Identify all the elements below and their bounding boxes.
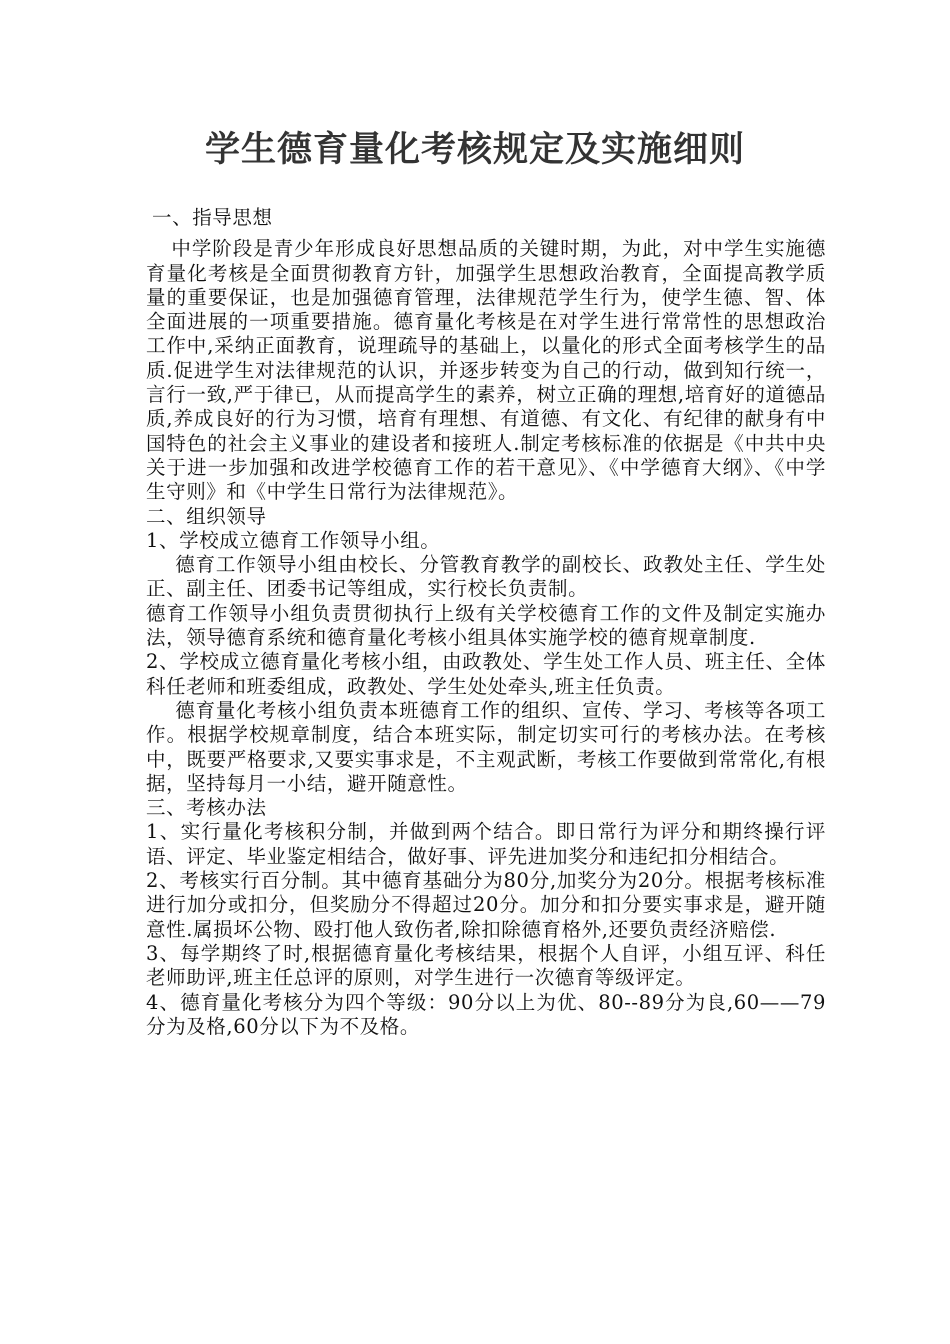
section-heading-assessment-method: 三、考核办法 [146, 796, 267, 820]
document-body [146, 206, 826, 1039]
paragraph-org-leadership-group: 德育工作领导小组由校长、分管教育教学的副校长、政教处主任、学生处正、副主任、团委书记等组成，实行校长负责制。 [146, 553, 826, 601]
paragraph-method-item-3: 3、每学期终了时,根据德育量化考核结果，根据个人自评，小组互评、科任老师助评,班主任总评的原则，对学生进行一次德育等级评定。 [146, 941, 826, 990]
document-title: 学生德育量化考核规定及实施细则 [204, 130, 745, 170]
paragraph-org-item-1: 1、学校成立德育工作领导小组。 [146, 528, 441, 552]
section-heading-guiding-thought: 一、指导思想 [152, 206, 273, 229]
paragraph-org-assessment-group: 德育量化考核小组负责本班德育工作的组织、宣传、学习、考核等各项工作。根据学校规章制度，结合本班实际，制定切实可行的考核办法。在考核中，既要严格要求,又要实事求是，不主观武断，考核工作要做到常常化,有根据，坚持每月一小结，避开随意性。 [146, 698, 826, 795]
paragraph-method-item-1: 1、实行量化考核积分制，并做到两个结合。即日常行为评分和期终操行评语、评定、毕业鉴定相结合，做好事、评先进加奖分和违纪扣分相结合。 [146, 820, 826, 868]
section-heading-organization: 二、组织领导 [146, 504, 267, 528]
paragraph-method-item-2: 2、考核实行百分制。其中德育基础分为80分,加奖分为20分。根据考核标准进行加分或扣分，但奖励分不得超过20分。加分和扣分要实事求是，避开随意性.属损坏公物、殴打他人致伤者,除扣除德育格外,还要负责经济赔偿. [146, 869, 826, 941]
paragraph-org-item-2: 2、学校成立德育量化考核小组，由政教处、学生处工作人员、班主任、全体科任老师和班委组成，政教处、学生处处牵头,班主任负责。 [146, 650, 826, 698]
paragraph-org-leadership-duty: 德育工作领导小组负责贯彻执行上级有关学校德育工作的文件及制定实施办法，领导德育系统和德育量化考核小组具体实施学校的德育规章制度. [146, 601, 826, 650]
paragraph-guiding-thought: 中学阶段是青少年形成良好思想品质的关键时期，为此，对中学生实施德育量化考核是全面贯彻教育方针，加强学生思想政治教育，全面提高教学质量的重要保证，也是加强德育管理，法律规范学生行为，使学生德、智、体全面进展的一项重要措施。德育量化考核是在对学生进行常常性的思想政治工作中,采纳正面教育，说理疏导的基础上，以量化的形式全面考核学生的品质.促进学生对法律规范的认识，并逐步转变为自己的行动，做到知行统一，言行一致,严于律已，从而提高学生的素养，树立正确的理想,培育好的道德品质,养成良好的行为习惯，培育有理想、有道德、有文化、有纪律的献身有中国特色的社会主义事业的建设者和接班人.制定考核标准的依据是《中共中央关于进一步加强和改进学校德育工作的若干意见》、《中学德育大纲》、《中学生守则》和《中学生日常行为法律规范》。 [146, 237, 826, 504]
paragraph-method-item-4: 4、德育量化考核分为四个等级：90分以上为优、80--89分为良,60——79分为及格,60分以下为不及格。 [146, 990, 826, 1038]
